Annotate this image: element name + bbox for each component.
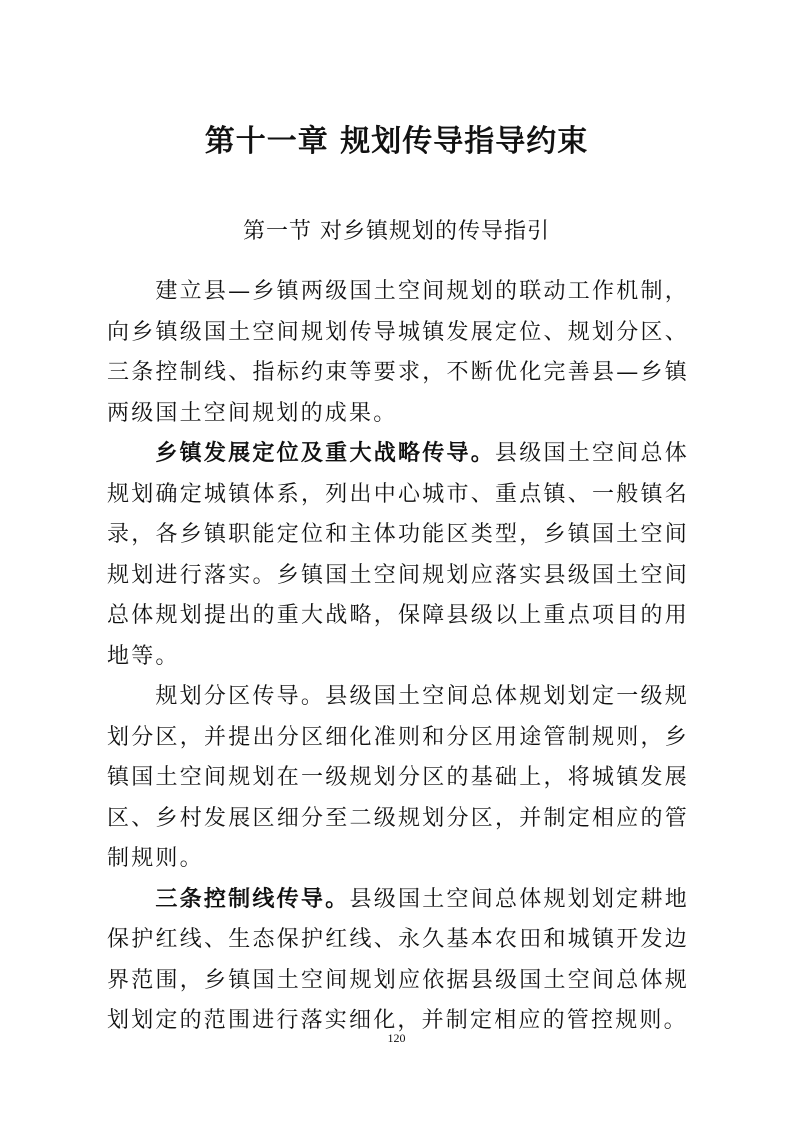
paragraph-lead: 乡镇发展定位及重大战略传导。	[155, 441, 495, 466]
page-number: 120	[387, 1031, 406, 1045]
paragraph-text: 规划分区传导。县级国土空间总体规划划定一级规划分区，并提出分区细化准则和分区用途管制规则，乡镇国土空间规划在一级规划分区的基础上，将城镇发展区、乡村发展区细分至二级规划分区，并制定相应的管制规则。	[107, 684, 689, 871]
chapter-title: 第十一章 规划传导指导约束	[204, 124, 589, 159]
paragraph-text: 县级国土空间总体规划确定城镇体系，列出中心城市、重点镇、一般镇名录，各乡镇职能定位和主体功能区类型，乡镇国土空间规划进行落实。乡镇国土空间规划应落实县级国土空间总体规划提出的重大战略，保障县级以上重点项目的用地等。	[107, 441, 689, 669]
body-text	[107, 272, 689, 1042]
paragraph-linkage-mechanism	[107, 272, 689, 434]
paragraph-text: 县级国土空间总体规划划定耕地保护红线、生态保护红线、永久基本农田和城镇开发边界范围，乡镇国土空间规划应依据县级国土空间总体规划划定的范围进行落实细化，并制定相应的管控规则。	[107, 886, 689, 1033]
paragraph-strategy-transmission	[107, 434, 689, 677]
paragraph-zoning-transmission	[107, 677, 689, 880]
paragraph-control-lines-transmission	[107, 880, 689, 1042]
paragraph-lead: 三条控制线传导。	[155, 886, 350, 912]
section-title: 第一节 对乡镇规划的传导指引	[243, 219, 550, 244]
paragraph-text: 建立县—乡镇两级国土空间规划的联动工作机制，向乡镇级国土空间规划传导城镇发展定位、规划分区、三条控制线、指标约束等要求，不断优化完善县—乡镇两级国土空间规划的成果。	[107, 279, 689, 426]
